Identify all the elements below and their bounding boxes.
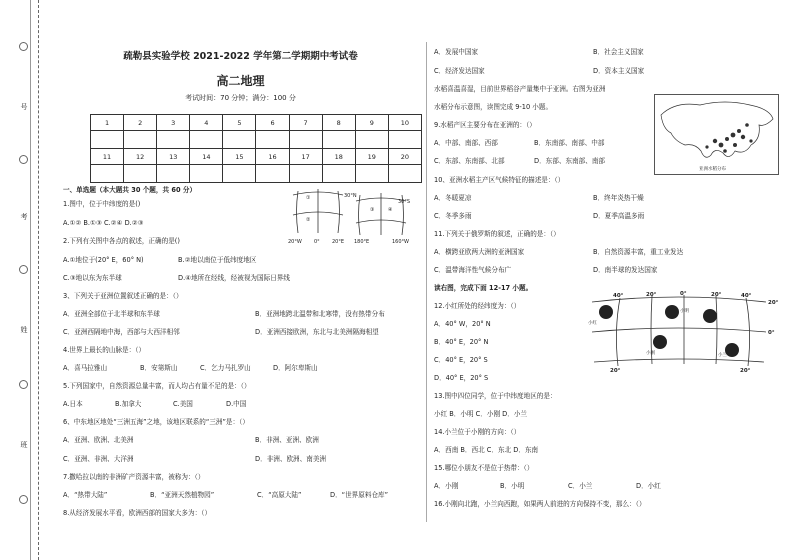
option-text: A．40° W，20° N <box>434 320 491 328</box>
option-text: A.①地位于(20° E，60° N) <box>63 256 144 264</box>
answer-cell[interactable] <box>355 131 388 149</box>
passage-text: 水稻喜温喜湿，目前世界稻谷产量集中于亚洲。右图为亚洲 <box>434 85 606 93</box>
score-cell: 4 <box>190 115 223 131</box>
option-text: B．自然资源丰富，重工业发达 <box>593 248 684 256</box>
option-text: D．40° E，20° S <box>434 374 489 382</box>
answer-cell[interactable] <box>190 165 223 183</box>
option-text: C．经济发达国家 <box>434 67 485 75</box>
option-text: C．小兰 <box>568 482 593 490</box>
meridian-line <box>716 296 717 364</box>
binding-hole <box>19 495 28 504</box>
option-text: C．“高原大陆” <box>257 491 302 499</box>
kid-xiaogang-icon <box>703 309 717 323</box>
lon-label: 20° <box>610 368 621 374</box>
instruction-text: 读右图，完成下面 12-17 小题。 <box>434 284 533 292</box>
kid-xiaohong-icon <box>599 305 613 319</box>
answer-cell[interactable] <box>91 131 124 149</box>
option-text: C.美国 <box>173 400 193 408</box>
lon-label: 0° <box>314 239 320 245</box>
answer-cell[interactable] <box>223 165 256 183</box>
question-text: 5.下列国家中，自然资源总量丰富，而人均占有量不足的是：（） <box>63 382 251 390</box>
question-text: 6、中东地区地处“三洲五海”之地，该地区联系的“三洲”是：（） <box>63 418 249 426</box>
question-text: 2.下列有关图中各点的叙述，正确的是() <box>63 237 180 245</box>
option-text: A．横跨亚欧两大洲的亚洲国家 <box>434 248 525 256</box>
binding-label: 班 <box>20 441 28 449</box>
option-text: B.加拿大 <box>115 400 142 408</box>
meridian-line <box>746 298 750 366</box>
meridian-line <box>359 195 361 235</box>
kid-xiaoming-icon <box>665 305 679 319</box>
option-text: C．温带海洋性气候分布广 <box>434 266 512 274</box>
answer-cell[interactable] <box>157 131 190 149</box>
option-text: B．40° E，20° N <box>434 338 489 346</box>
lon-label: 40° <box>613 293 624 299</box>
option-text: A．小刚 <box>434 482 459 490</box>
question-text: 11.下列关于俄罗斯的叙述，正确的是：（） <box>434 230 560 238</box>
meridian-line <box>338 191 340 233</box>
exam-subtitle: 高二地理 <box>216 74 265 88</box>
question-text: 14.小兰位于小刚的方向：（） <box>434 428 521 436</box>
answer-cell[interactable] <box>124 131 157 149</box>
lon-label: 20°W <box>288 239 302 245</box>
answer-cell[interactable] <box>223 131 256 149</box>
point-label: ② <box>306 217 311 223</box>
binding-label: 号 <box>20 103 28 111</box>
score-cell: 7 <box>289 115 322 131</box>
lon-label: 40° <box>741 293 752 299</box>
option-text: D．阿尔卑斯山 <box>273 364 318 372</box>
kid-label: 小兰 <box>718 353 727 358</box>
question-text: 7.撒哈拉以南的非洲矿产资源丰富，被称为：（） <box>63 473 205 481</box>
binding-dash-line <box>38 0 39 560</box>
lon-label: 180°E <box>354 239 370 245</box>
kid-xiaolan-icon <box>725 343 739 357</box>
option-text: A．亚洲、欧洲、北美洲 <box>63 436 134 444</box>
passage-text: 水稻分布示意图，读图完成 9-10 小题。 <box>434 103 553 111</box>
score-cell: 5 <box>223 115 256 131</box>
score-cell: 15 <box>223 149 256 165</box>
score-cell: 19 <box>355 149 388 165</box>
answer-cell[interactable] <box>256 165 289 183</box>
question-text: 10、亚洲水稻主产区气候特征的描述是：（） <box>434 176 565 184</box>
score-cell: 6 <box>256 115 289 131</box>
score-cell: 17 <box>289 149 322 165</box>
answer-cell[interactable] <box>289 131 322 149</box>
lon-label: 20°E <box>332 239 345 245</box>
lon-label: 20° <box>646 292 657 298</box>
lat-label: 20° <box>768 300 779 306</box>
option-text: A.日本 <box>63 400 83 408</box>
answer-cell[interactable] <box>289 165 322 183</box>
score-header-row-1 <box>91 115 422 131</box>
option-text: C．乞力马扎罗山 <box>200 364 251 372</box>
parallel-line <box>592 328 766 332</box>
meridian-line <box>297 191 299 233</box>
asia-outline <box>661 102 773 157</box>
binding-hole <box>19 42 28 51</box>
point-label: ① <box>306 195 311 201</box>
score-cell: 20 <box>388 149 421 165</box>
option-text: D．资本主义国家 <box>593 67 645 75</box>
score-cell: 3 <box>157 115 190 131</box>
option-text: B．东南部、南部、中部 <box>534 139 605 147</box>
score-header-row-2 <box>91 149 422 165</box>
score-cell: 12 <box>124 149 157 165</box>
option-text: A．喜马拉雅山 <box>63 364 108 372</box>
question-text: 4.世界上最长的山脉是：（） <box>63 346 146 354</box>
option-text: D．非洲、欧洲、南美洲 <box>255 455 327 463</box>
question-text: 3、下列关于亚洲位置叙述正确的是：（） <box>63 292 183 300</box>
answer-cell[interactable] <box>355 165 388 183</box>
option-text: A．“热带大陆” <box>63 491 108 499</box>
score-cell: 10 <box>388 115 421 131</box>
binding-hole <box>19 155 28 164</box>
score-table <box>90 114 422 183</box>
option-text: A.①② B.①③ C.②④ D.②③ <box>63 219 144 227</box>
option-text: B．“亚洲天然植物园” <box>150 491 215 499</box>
score-cell: 8 <box>322 115 355 131</box>
question-text: 12.小红所处的经纬度为：（） <box>434 302 521 310</box>
answer-cell[interactable] <box>322 131 355 149</box>
score-cell: 13 <box>157 149 190 165</box>
map-caption: 亚洲水稻分布 <box>699 167 726 172</box>
option-text: C．40° E，20° S <box>434 356 488 364</box>
score-answer-row-2 <box>91 165 422 183</box>
question-text: 9.水稻产区主要分布在亚洲的：（） <box>434 121 536 129</box>
score-cell: 16 <box>256 149 289 165</box>
answer-cell[interactable] <box>124 165 157 183</box>
score-cell: 11 <box>91 149 124 165</box>
option-text: B．亚洲地跨北温带和北寒带，没有热带分布 <box>255 310 385 318</box>
kid-label: 小红 <box>588 321 597 326</box>
option-text: D．小红 <box>636 482 661 490</box>
rice-area-marks <box>705 123 752 153</box>
lat-label: 30°S <box>398 199 411 205</box>
answer-cell[interactable] <box>388 131 421 149</box>
answer-cell[interactable] <box>256 131 289 149</box>
option-text: A．中部、南部、西部 <box>434 139 498 147</box>
option-text: C．冬季多雨 <box>434 212 472 220</box>
question-text: 13.图中四位同学，位于中纬度地区的是： <box>434 392 557 400</box>
score-answer-row-1 <box>91 131 422 149</box>
exam-title: 疏勒县实验学校 2021-2022 学年第二学期期中考试卷 <box>123 51 358 62</box>
answer-cell[interactable] <box>322 165 355 183</box>
asia-rice-map <box>654 94 779 175</box>
lat-long-map <box>288 187 413 249</box>
lat-label: 30°N <box>344 193 357 199</box>
option-text: A．冬暖夏凉 <box>434 194 472 202</box>
binding-hole <box>19 380 28 389</box>
option-text: B.②地以南位于低纬度地区 <box>178 256 257 264</box>
binding-hole <box>19 265 28 274</box>
option-text: D．夏季高温多雨 <box>593 212 645 220</box>
option-text: B．终年炎热干燥 <box>593 194 644 202</box>
parallel-line <box>594 359 764 362</box>
answer-cell[interactable] <box>388 165 421 183</box>
kid-figures <box>599 305 739 357</box>
lat-label: 0° <box>768 330 775 336</box>
kid-xiaogang2-icon <box>653 335 667 349</box>
option-text: D．“世界原料仓库” <box>330 491 389 499</box>
option-text: B．社会主义国家 <box>593 48 644 56</box>
lon-label: 0° <box>680 291 687 297</box>
binding-line <box>30 0 31 560</box>
question-text: 1.图中，位于中纬度的是() <box>63 200 141 208</box>
lon-label: 160°W <box>392 239 409 245</box>
kids-grid-map <box>580 290 779 374</box>
question-text: 15.哪位小朋友不是位于热带：（） <box>434 464 534 472</box>
score-cell: 1 <box>91 115 124 131</box>
column-divider <box>426 42 427 522</box>
exam-info: 考试时间：70 分钟；满分：100 分 <box>185 94 296 102</box>
point-label: ④ <box>388 207 393 213</box>
option-text: D.中国 <box>226 400 247 408</box>
option-text: B．小明 <box>500 482 525 490</box>
binding-margin <box>0 0 44 560</box>
option-text: 小红 B．小明 C．小刚 D．小兰 <box>434 410 528 418</box>
asia-map-drawing <box>655 95 778 174</box>
question-text: 8.从经济发展水平看，欧洲西部的国家大多为：（） <box>63 509 212 517</box>
score-cell: 2 <box>124 115 157 131</box>
option-text: A．亚洲全部位于北半球和东半球 <box>63 310 160 318</box>
lon-label: 20° <box>711 292 722 298</box>
kid-label: 小明 <box>680 309 689 314</box>
option-text: A．发展中国家 <box>434 48 479 56</box>
section-heading: 一、单选题（本大题共 30 个题，共 60 分） <box>63 186 197 194</box>
option-text: C.③地以东为东半球 <box>63 274 122 282</box>
meridian-line <box>616 298 620 366</box>
kid-label: 小刚 <box>646 351 655 356</box>
binding-label: 考 <box>20 213 28 221</box>
point-label: ③ <box>370 207 375 213</box>
lon-label: 20° <box>740 368 751 374</box>
question-text: 16.小刚向北跑，小兰向西跑，如果两人前进的方向保持不变，那么：（） <box>434 500 646 508</box>
option-text: A．西南 B．西北 C．东北 D．东南 <box>434 446 539 454</box>
answer-cell[interactable] <box>190 131 223 149</box>
answer-cell[interactable] <box>91 165 124 183</box>
option-text: B．安第斯山 <box>140 364 178 372</box>
option-text: C．亚洲、非洲、大洋洲 <box>63 455 134 463</box>
option-text: D．南半球的发达国家 <box>593 266 658 274</box>
option-text: C．东部、东南部、北部 <box>434 157 505 165</box>
binding-label: 姓 <box>20 326 28 334</box>
option-text: D．亚洲西接欧洲，东北与北美洲隔海相望 <box>255 328 379 336</box>
score-cell: 14 <box>190 149 223 165</box>
option-text: D．东部、东南部、南部 <box>534 157 606 165</box>
answer-cell[interactable] <box>157 165 190 183</box>
option-text: B．非洲、亚洲、欧洲 <box>255 436 319 444</box>
score-cell: 9 <box>355 115 388 131</box>
score-cell: 18 <box>322 149 355 165</box>
option-text: D.④地所在经线，经被视为国际日界线 <box>178 274 290 282</box>
option-text: C．亚洲西隔地中海，西部与大西洋相邻 <box>63 328 180 336</box>
